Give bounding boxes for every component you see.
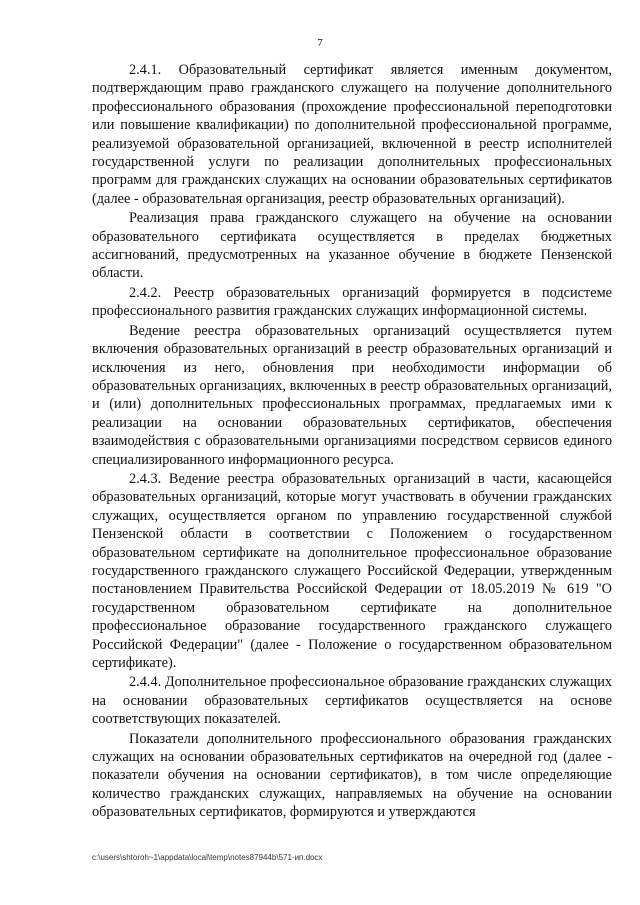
paragraph-2-4-4: 2.4.4. Дополнительное профессиональное образование гражданских служащих на основании образовательных сертификатов осуществляется на основе соответствующих показателей.	[92, 674, 612, 728]
paragraph-2-4-1: 2.4.1. Образовательный сертификат является именным документом, подтверждающим право гражданского служащего на получение дополнительного профессионального образования (прохождение профессиональной переподготовки или повышение квалификации) по дополнительной профессиональной программе, реализуемой образовательной организацией, включенной в реестр исполнителей государственной услуги по реализации дополнительных профессиональных программ для гражданских служащих на основании образовательных сертификатов (далее - образовательная организация, реестр образовательных организаций).	[92, 62, 612, 207]
paragraph-registry-maintenance: Ведение реестра образовательных организаций осуществляется путем включения образовательных организаций в реестр образовательных организаций и исключения из него, обновления при необходимости информации об образовательных организациях, включенных в реестр образовательных организаций, и (или) дополнительных профессиональных программах, предлагаемых ими к реализации на основании образовательных сертификатов, обеспечения взаимодействия с образовательными организациями посредством сервисов единого специализированного информационного ресурса.	[92, 322, 612, 468]
document-body	[92, 61, 612, 823]
paragraph-budget-funding: Реализация права гражданского служащего на обучение на основании образовательного сертификата осуществляется в пределах бюджетных ассигнований, предусмотренных на указанное обучение в бюджете Пензенской области.	[92, 210, 612, 282]
paragraph-2-4-2: 2.4.2. Реестр образовательных организаций формируется в подсистеме профессионального развития гражданских служащих информационной системы.	[92, 284, 612, 320]
paragraph-indicators: Показатели дополнительного профессионального образования гражданских служащих на основании образовательных сертификатов на очередной год (далее - показатели обучения на основании сертификатов), в том числе определяющие количество гражданских служащих, направляемых на обучение на основании образовательных сертификатов, формируются и утверждаются	[92, 730, 612, 821]
paragraph-2-4-3: 2.4.3. Ведение реестра образовательных организаций в части, касающейся образовательных организаций, которые могут участвовать в обучении гражданских служащих, осуществляется органом по управлению государственной службой Пензенской области в соответствии с Положением о государственном образовательном сертификате на дополнительное профессиональное образование государственного гражданского служащего Российской Федерации, утвержденным постановлением Правительства Российской Федерации от 18.05.2019 № 619 "О государственном образовательном сертификате на дополнительное профессиональное образование государственного гражданского служащего Российской Федерации" (далее - Положение о государственном образовательном сертификате).	[92, 470, 612, 671]
footer-file-path: c:\users\shtoroh~1\appdata\local\temp\notes87944b\571-ип.docx	[92, 853, 323, 862]
page-number: 7	[317, 37, 323, 49]
